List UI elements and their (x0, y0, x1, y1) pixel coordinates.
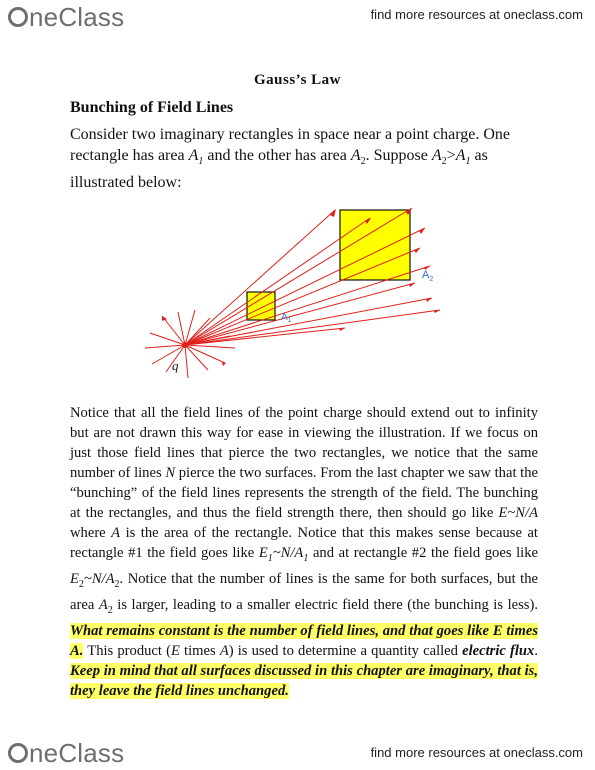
section-heading: Bunching of Field Lines (70, 99, 234, 116)
header-tagline-link[interactable]: find more resources at oneclass.com (370, 7, 583, 22)
small-rectangle-a1 (247, 292, 275, 320)
field-lines-diagram (140, 188, 460, 388)
field-lines-figure (140, 188, 460, 388)
highlight-imaginary-surfaces: Keep in mind that all surfaces discussed in this chapter are imaginary, that is, they leave the field lines unchanged. (70, 662, 538, 699)
document-title: Gauss’s Law (253, 72, 342, 88)
oneclass-logo[interactable] (8, 2, 124, 32)
logo-o-icon (8, 743, 28, 763)
point-charge (182, 342, 188, 348)
highlight-constant-lines: What remains constant is the number of field lines, and that goes like E times A. (70, 622, 538, 659)
footer-tagline-link[interactable]: find more resources at oneclass.com (370, 745, 583, 760)
logo-text: neClass (29, 2, 125, 32)
page-header (0, 0, 595, 34)
charge-label: q (172, 358, 179, 373)
label-a1: $A_1$ (281, 312, 292, 324)
logo-text: neClass (29, 738, 125, 768)
page-footer (0, 736, 595, 770)
logo-o-icon (8, 7, 28, 27)
intro-paragraph: Consider two imaginary rectangles in space near a point charge. One rectangle has area $A_1$ and the other has area $A_2$. Suppose $A_2>A_1$ as illustrated below: (70, 126, 510, 192)
label-a2: $A_2$ (422, 269, 434, 283)
body-paragraph: Notice that all the field lines of the point charge should extend out to infinity but are not drawn this way for ease in viewing the illustration. If we focus on just those field lines that pierce the two rectangles, we notice that the same number of lines N pierce the two surfaces. From the last chapter we saw that the “bunching” of the field lines represents the strength of the field. The bunching at the rectangles, and thus the field strength there, then should go like E~N/A where A is the area of the rectangle. Notice that this makes sense because at rectangle #1 the field goes like $E_1\sim N/A_1$ and at rectangle #2 the field goes like $E_2\sim N/A_2$. Notice that the number of lines is the same for both surfaces, but the area $A_2$ is larger, leading to a smaller electric field there (the bunching is less). What remains constant is the number of field lines, and that goes like E times A. This product (E times A) is used to determine a quantity called electric flux. Keep in mind that all surfaces discussed in this chapter are imaginary, that is, they leave the field lines unchanged. (70, 405, 538, 699)
electric-flux-term: electric flux (462, 642, 535, 659)
oneclass-logo-footer[interactable] (8, 738, 124, 768)
